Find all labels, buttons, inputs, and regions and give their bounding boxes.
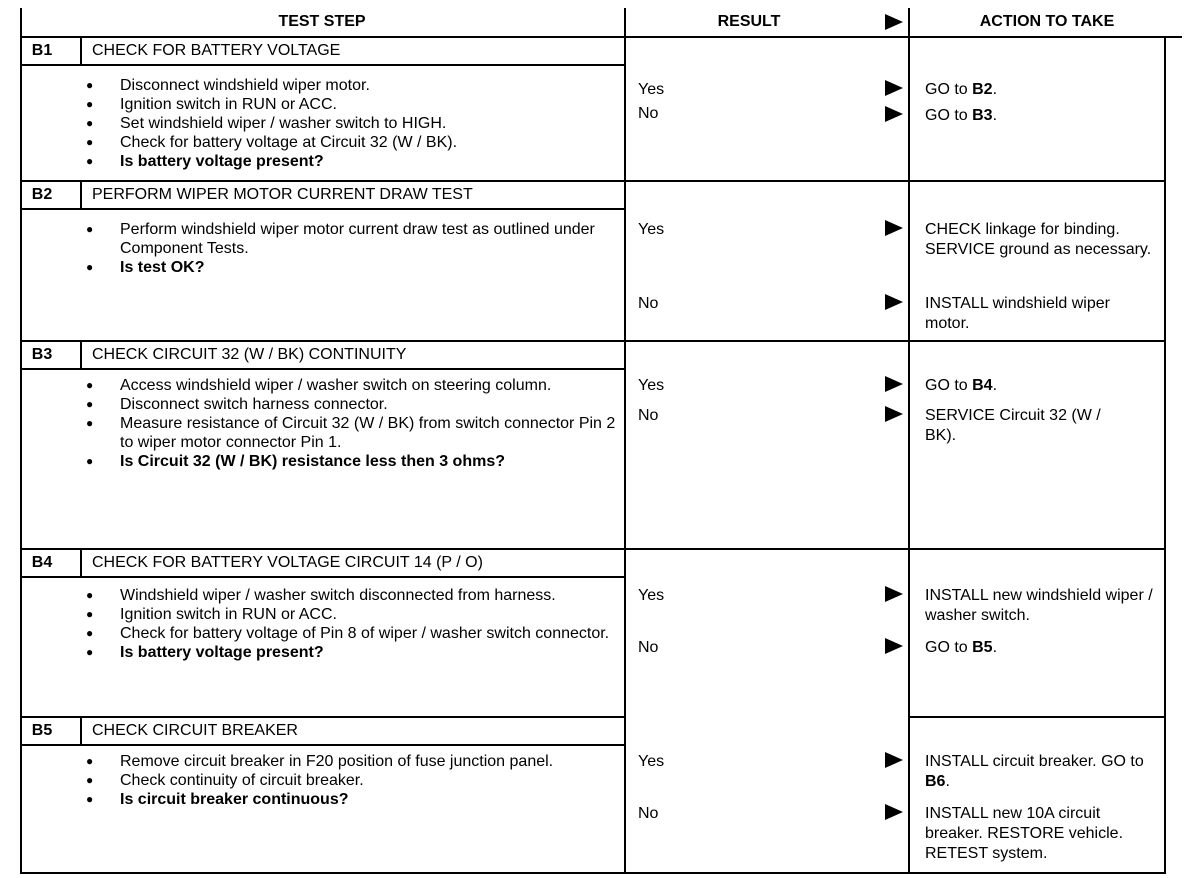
header-arrow-icon: [885, 14, 903, 30]
bullet-item: ● Measure resistance of Circuit 32 (W / BK) from switch connector Pin 2 to wiper motor connector Pin 1.: [86, 414, 616, 452]
separator-b4: [20, 548, 1166, 550]
action-b3-yes: GO to B4.: [925, 377, 998, 394]
bullet-question: ● Is test OK?: [86, 258, 616, 277]
step-id-b3: B3: [31, 346, 53, 363]
arrow-icon: [885, 406, 903, 422]
action-b2-no: INSTALL windshield wiper motor.: [925, 295, 1110, 332]
bullet-item: ● Check continuity of circuit breaker.: [86, 771, 616, 790]
bullet-item: ● Ignition switch in RUN or ACC.: [86, 95, 616, 114]
step-title-b1: CHECK FOR BATTERY VOLTAGE: [92, 42, 341, 59]
arrow-icon: [885, 220, 903, 236]
bullet-item: ● Check for battery voltage of Pin 8 of wiper / washer switch connector.: [86, 624, 616, 643]
step-bullets-b1: [86, 76, 616, 171]
action-b4-yes: INSTALL new windshield wiper / washer switch.: [925, 587, 1153, 624]
step-id-b5: B5: [31, 722, 53, 739]
title-underline-b3: [20, 368, 626, 370]
step-id-b2: B2: [31, 186, 53, 203]
arrow-icon: [885, 804, 903, 820]
title-underline-b1: [20, 64, 626, 66]
separator-b5-action: [908, 716, 1166, 718]
bullet-question: ● Is battery voltage present?: [86, 152, 616, 171]
action-b1-yes: GO to B2.: [925, 81, 998, 98]
id-divider-b4: [80, 550, 82, 576]
step-title-b2: PERFORM WIPER MOTOR CURRENT DRAW TEST: [92, 186, 473, 203]
result-b1-no: No: [638, 105, 659, 122]
header-divider: [20, 36, 1182, 38]
bullet-item: ● Ignition switch in RUN or ACC.: [86, 605, 616, 624]
title-underline-b2: [20, 208, 626, 210]
header-action: ACTION TO TAKE: [979, 13, 1115, 30]
result-b4-no: No: [638, 639, 659, 656]
bullet-item: ● Windshield wiper / washer switch disconnected from harness.: [86, 586, 616, 605]
bullet-question: ● Is battery voltage present?: [86, 643, 616, 662]
action-b1-no: GO to B3.: [925, 107, 998, 124]
action-column-border: [908, 8, 910, 872]
arrow-icon: [885, 80, 903, 96]
step-id-b1: B1: [31, 42, 53, 59]
step-title-b5: CHECK CIRCUIT BREAKER: [92, 722, 298, 739]
step-bullets-b5: [86, 752, 616, 809]
separator-b2: [20, 180, 1166, 182]
bullet-question: ● Is circuit breaker continuous?: [86, 790, 616, 809]
result-b1-yes: Yes: [638, 81, 665, 98]
result-b5-no: No: [638, 805, 659, 822]
arrow-icon: [885, 106, 903, 122]
step-bullets-b2: [86, 220, 616, 277]
result-column-border: [624, 8, 626, 872]
result-b3-yes: Yes: [638, 377, 665, 394]
bullet-question: ● Is Circuit 32 (W / BK) resistance less then 3 ohms?: [86, 452, 616, 471]
step-bullets-b4: [86, 586, 616, 662]
bullet-item: ● Remove circuit breaker in F20 position of fuse junction panel.: [86, 752, 616, 771]
arrow-icon: [885, 586, 903, 602]
step-title-b3: CHECK CIRCUIT 32 (W / BK) CONTINUITY: [92, 346, 407, 363]
id-divider-b3: [80, 342, 82, 368]
separator-b5: [20, 716, 626, 718]
bullet-item: ● Perform windshield wiper motor current draw test as outlined under Component Tests.: [86, 220, 616, 258]
left-border: [20, 8, 22, 872]
bullet-item: ● Access windshield wiper / washer switch on steering column.: [86, 376, 616, 395]
result-b3-no: No: [638, 407, 659, 424]
arrow-icon: [885, 376, 903, 392]
title-underline-b5: [20, 744, 626, 746]
action-b5-no: INSTALL new 10A circuit breaker. RESTORE vehicle. RETEST system.: [925, 805, 1124, 862]
result-b2-no: No: [638, 295, 659, 312]
title-underline-b4: [20, 576, 626, 578]
action-b2-yes: CHECK linkage for binding. SERVICE ground as necessary.: [925, 221, 1152, 258]
id-divider-b1: [80, 38, 82, 64]
arrow-icon: [885, 638, 903, 654]
step-bullets-b3: [86, 376, 616, 471]
action-b5-yes: INSTALL circuit breaker. GO to B6.: [925, 753, 1144, 790]
action-b4-no: GO to B5.: [925, 639, 998, 656]
arrow-icon: [885, 752, 903, 768]
separator-b3: [20, 340, 1166, 342]
step-id-b4: B4: [31, 554, 53, 571]
right-border: [1164, 36, 1166, 872]
bottom-border: [20, 872, 1166, 874]
bullet-item: ● Check for battery voltage at Circuit 32 (W / BK).: [86, 133, 616, 152]
result-b2-yes: Yes: [638, 221, 665, 238]
step-title-b4: CHECK FOR BATTERY VOLTAGE CIRCUIT 14 (P / O): [92, 554, 483, 571]
bullet-item: ● Disconnect windshield wiper motor.: [86, 76, 616, 95]
id-divider-b5: [80, 718, 82, 744]
bullet-item: ● Set windshield wiper / washer switch to HIGH.: [86, 114, 616, 133]
bullet-item: ● Disconnect switch harness connector.: [86, 395, 616, 414]
header-test-step: TEST STEP: [278, 13, 366, 30]
id-divider-b2: [80, 182, 82, 208]
action-b3-no: SERVICE Circuit 32 (W / BK).: [925, 407, 1101, 444]
header-result: RESULT: [717, 13, 781, 30]
arrow-icon: [885, 294, 903, 310]
result-b5-yes: Yes: [638, 753, 665, 770]
result-b4-yes: Yes: [638, 587, 665, 604]
